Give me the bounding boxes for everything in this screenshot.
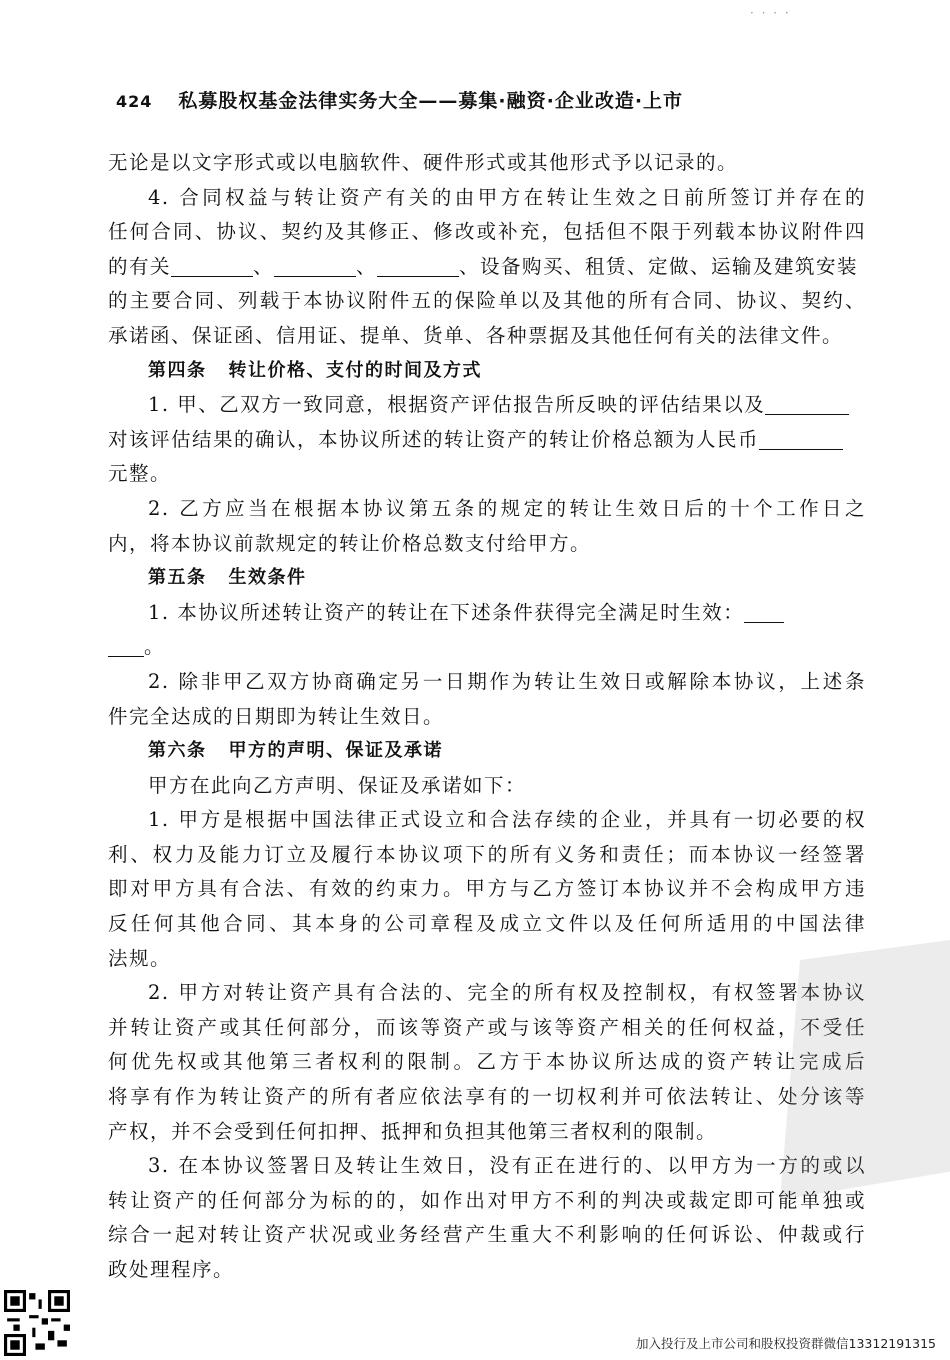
- text-line: 反任何其他合同、其本身的公司章程及成立文件以及任何所适用的中国法律: [108, 912, 866, 936]
- text-line: [108, 630, 866, 665]
- fill-blank[interactable]: [759, 429, 843, 450]
- article-label: 第六条: [148, 740, 207, 762]
- article-4-heading: [108, 354, 866, 389]
- text-fragment: 、: [356, 254, 378, 278]
- fill-blank[interactable]: [274, 256, 356, 277]
- text-line: 2. 除非甲乙双方协商确定另一日期作为转让生效日或解除本协议，上述条: [148, 669, 866, 693]
- text-line: 2. 甲方对转让资产具有合法的、完全的所有权及控制权，有权签署本协议: [148, 981, 866, 1005]
- text-line: 将享有作为转让资产的所有者应依法享有的一切权利并可依法转让、处分该等: [108, 1085, 866, 1109]
- text-line: 任何合同、协议、契约及其修正、修改或补充，包括但不限于列载本协议附件四: [108, 220, 866, 244]
- text-fragment: 1. 甲、乙双方一致同意，根据资产评估报告所反映的评估结果以及: [148, 393, 766, 417]
- text-line: 何优先权或其他第三者权利的限制。乙方于本协议所达成的资产转让完成后: [108, 1050, 866, 1074]
- fill-blank[interactable]: [108, 637, 144, 658]
- text-line: 无论是以文字形式或以电脑软件、硬件形式或其他形式予以记录的。: [108, 151, 739, 174]
- text-line: 政处理程序。: [108, 1258, 235, 1281]
- text-line: 并转让资产或其任何部分，而该等资产或与该等资产相关的任何权益，不受任: [108, 1015, 866, 1039]
- text-fragment: 1. 本协议所述转让资产的转让在下述条件获得完全满足时生效：: [148, 600, 745, 624]
- text-line: 即对甲方具有合法、有效的约束力。甲方与乙方签订本协议并不会构成甲方违: [108, 877, 866, 901]
- scan-mark: · · · ·: [750, 6, 791, 20]
- text-line: 的主要合同、列载于本协议附件五的保险单以及其他的所有合同、协议、契约、: [108, 289, 866, 313]
- fill-blank[interactable]: [765, 395, 849, 416]
- article-label: 第四条: [148, 359, 207, 381]
- text-line: 转让资产的任何部分为标的的，如作出对甲方不利的判决或裁定即可能单独或: [108, 1188, 866, 1212]
- text-line: 2. 乙方应当在根据本协议第五条的规定的转让生效日后的十个工作日之: [148, 496, 866, 520]
- fill-blank[interactable]: [744, 602, 784, 623]
- text-fragment: 、设备购买、租赁、定做、运输及建筑安装: [459, 254, 859, 278]
- article-title: 甲方的声明、保证及承诺: [228, 740, 443, 762]
- document-body: [108, 146, 866, 1288]
- text-line: [108, 388, 866, 423]
- text-line: [108, 596, 866, 631]
- text-fragment: 。: [144, 635, 166, 659]
- text-fragment: 对该评估结果的确认，本协议所述的转让资产的转让价格总额为人民币: [108, 427, 760, 451]
- text-line: 利、权力及能力订立及履行本协议项下的所有义务和责任；而本协议一经签署: [108, 842, 866, 866]
- article-title: 生效条件: [228, 567, 307, 589]
- text-line: 1. 甲方是根据中国法律正式设立和合法存续的企业，并具有一切必要的权: [148, 808, 866, 832]
- article-title: 转让价格、支付的时间及方式: [228, 359, 482, 381]
- footer-contact: 加入投行及上市公司和股权投资群微信13312191315: [636, 1336, 936, 1351]
- text-line: 元整。: [108, 462, 172, 486]
- book-title: 私募股权基金法律实务大全——募集·融资·企业改造·上市: [178, 90, 684, 112]
- article-5-heading: [108, 561, 866, 596]
- fill-blank[interactable]: [377, 256, 459, 277]
- text-line: [108, 423, 866, 458]
- text-line: [108, 250, 866, 285]
- watermark-seal-icon: [760, 940, 950, 1200]
- text-line: 综合一起对转让资产状况或业务经营产生重大不利影响的任何诉讼、仲裁或行: [108, 1223, 866, 1247]
- text-line: 法规。: [108, 946, 172, 970]
- text-line: 甲方在此向乙方声明、保证及承诺如下：: [148, 773, 527, 797]
- text-fragment: 、: [253, 254, 275, 278]
- text-line: 内，将本协议前款规定的转让价格总数支付给甲方。: [108, 531, 592, 555]
- text-line: 3. 在本协议签署日及转让生效日，没有正在进行的、以甲方为一方的或以: [148, 1154, 866, 1178]
- article-6-heading: [108, 734, 866, 769]
- text-line: 件完全达成的日期即为转让生效日。: [108, 704, 445, 728]
- text-line: 4. 合同权益与转让资产有关的由甲方在转让生效之日前所签订并存在的: [148, 185, 866, 209]
- text-line: 承诺函、保证函、信用证、提单、货单、各种票据及其他任何有关的法律文件。: [108, 323, 844, 347]
- page-number: 424: [116, 92, 153, 111]
- article-label: 第五条: [148, 567, 207, 589]
- text-fragment: 的有关: [108, 254, 172, 278]
- qr-code-icon: [4, 1290, 70, 1356]
- page-header: [116, 86, 683, 113]
- fill-blank[interactable]: [171, 256, 253, 277]
- text-line: 产权，并不会受到任何扣押、抵押和负担其他第三者权利的限制。: [108, 1119, 718, 1143]
